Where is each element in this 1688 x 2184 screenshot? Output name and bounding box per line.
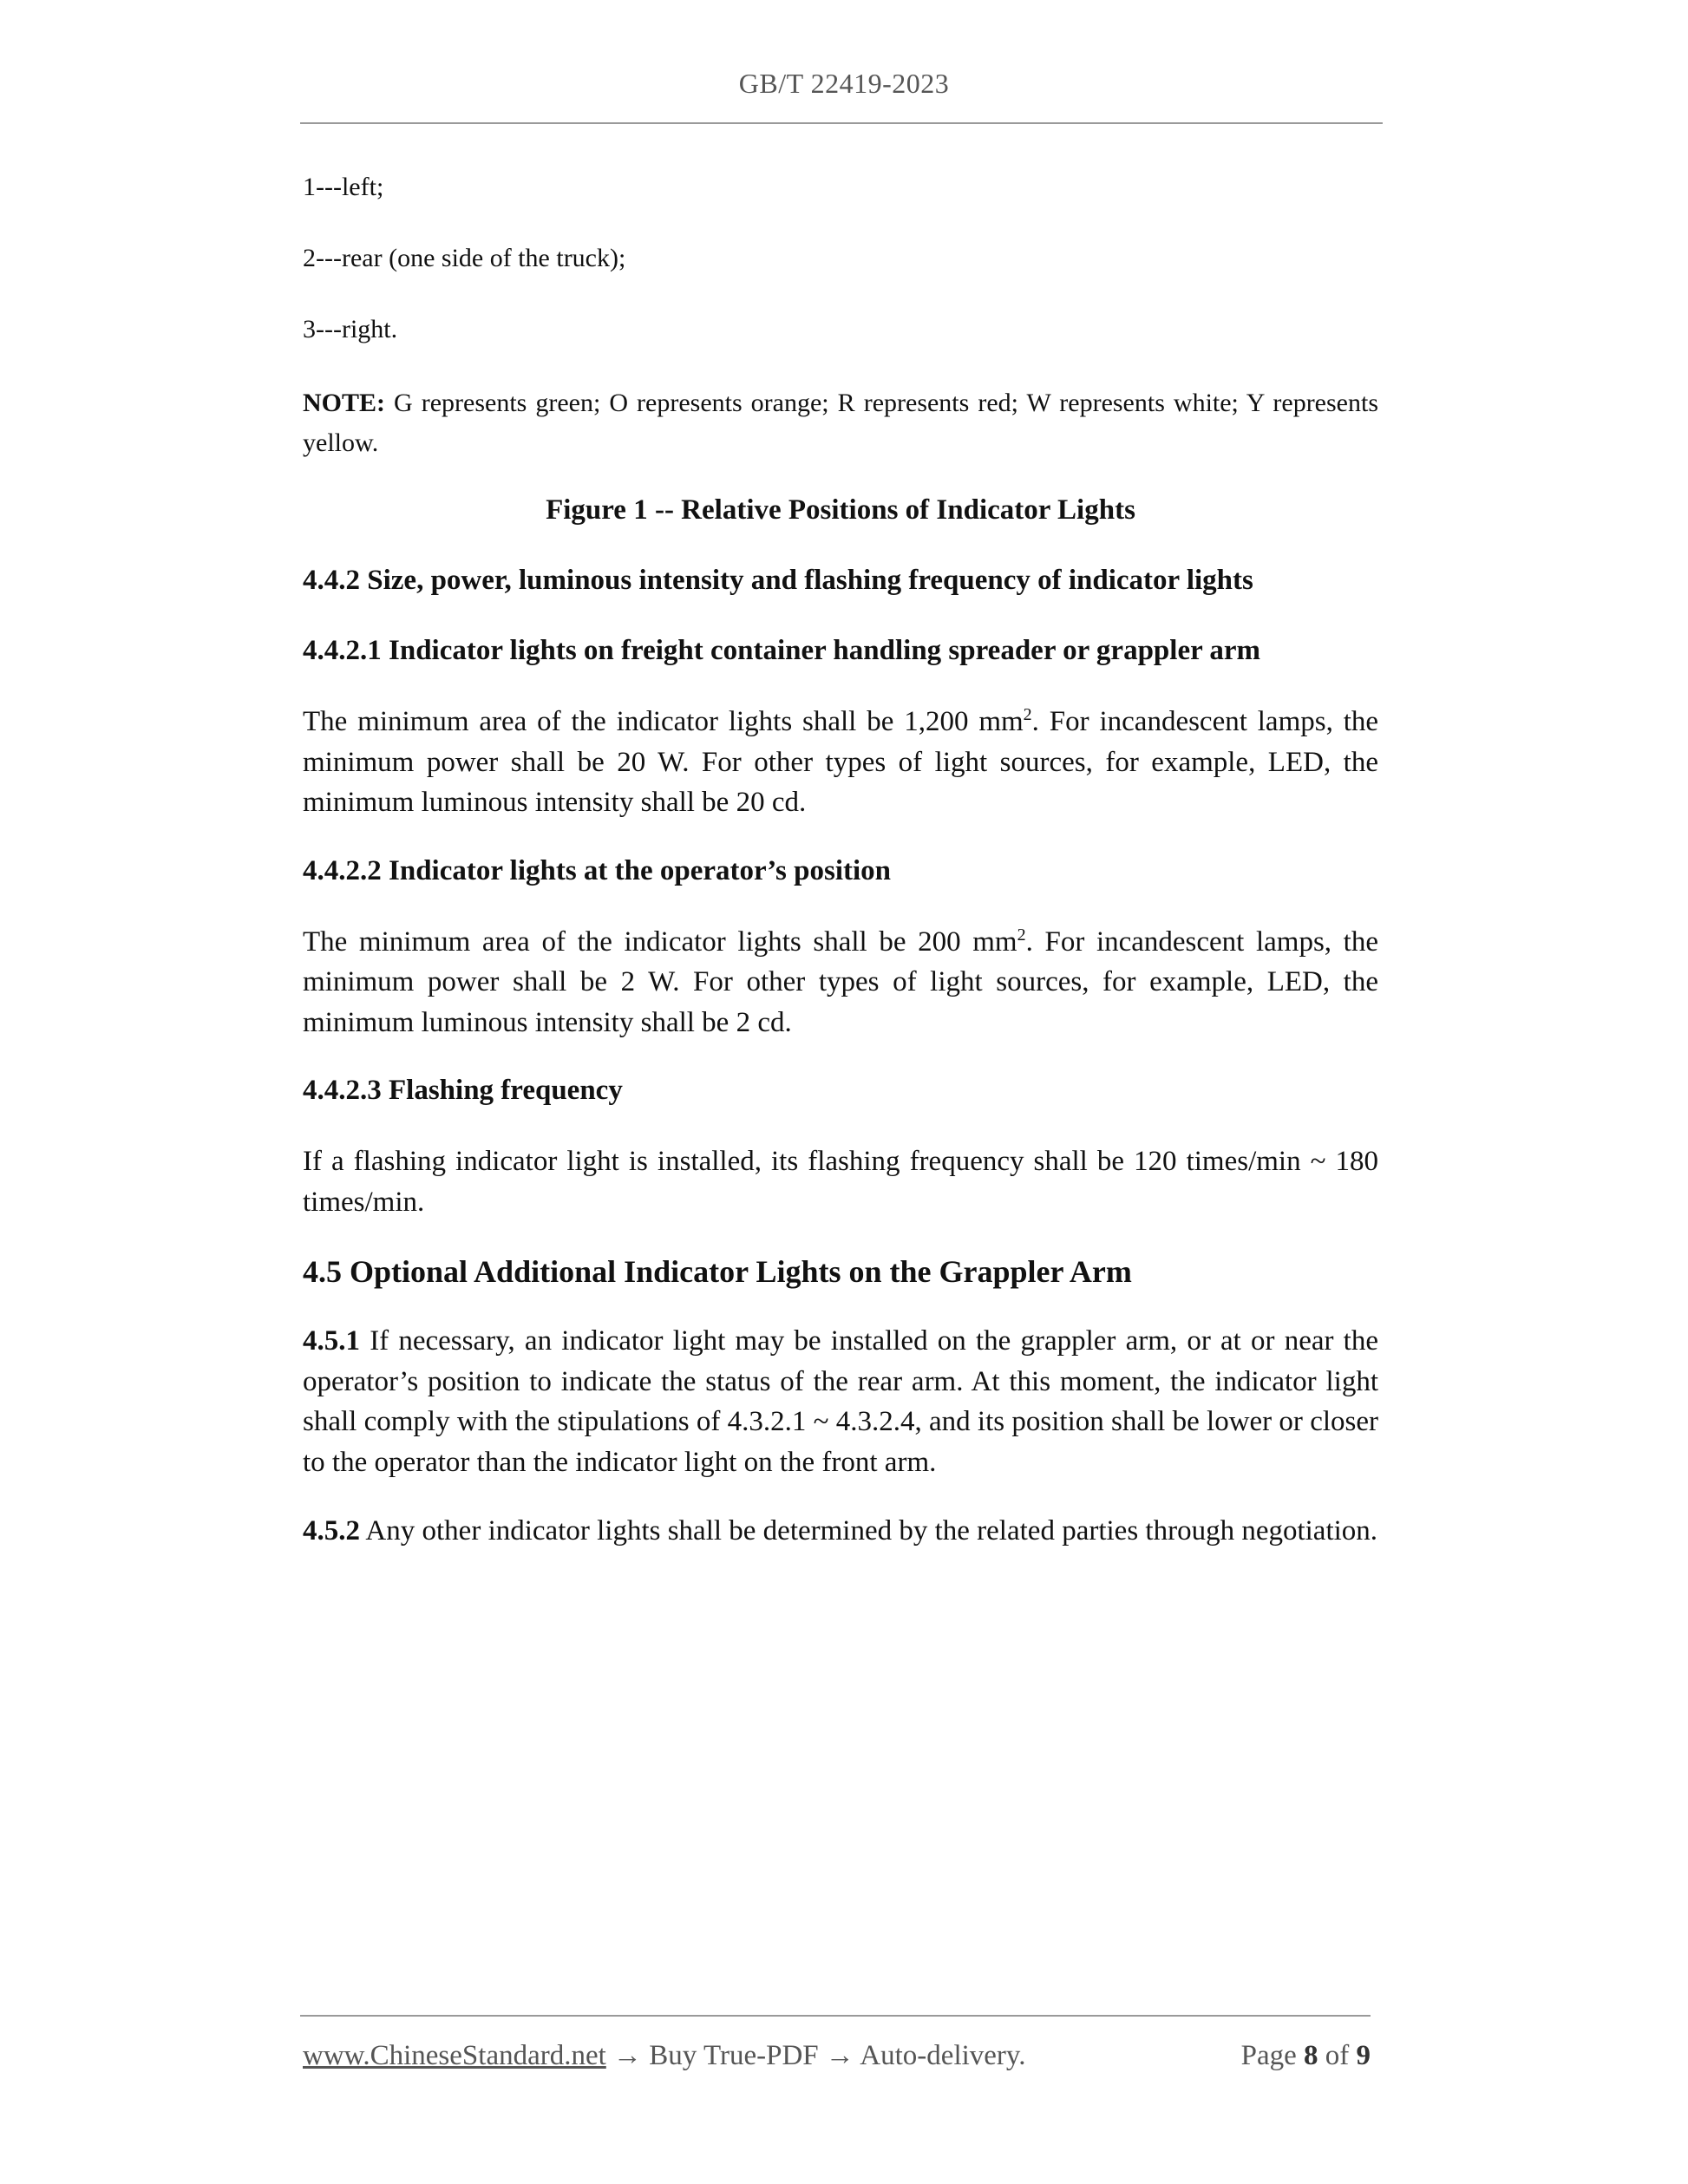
section-heading-4-4-2-1: 4.4.2.1 Indicator lights on freight container handling spreader or grappler arm [303, 635, 1261, 666]
paragraph-4-4-2-2-text-b: . For incandescent lamps, the minimum power shall be 2 W. For other types of light sources, for example, LED, the minimum luminous intensity shall be 2 cd. [303, 925, 1378, 1038]
current-page-number: 8 [1304, 2040, 1318, 2071]
footer-divider [300, 2015, 1371, 2017]
note-label: NOTE: [303, 389, 386, 417]
clause-number-4-5-1: 4.5.1 [303, 1325, 360, 1357]
paragraph-4-5-2-text: Any other indicator lights shall be determined by the related parties through negotiation. [360, 1515, 1378, 1546]
superscript-2: 2 [1017, 925, 1026, 945]
figure-note [303, 383, 1378, 463]
paragraph-4-4-2-1 [303, 702, 1378, 823]
superscript-2: 2 [1023, 705, 1032, 724]
paragraph-4-4-2-1-text-a: The minimum area of the indicator lights shall be 1,200 mm [303, 706, 1024, 737]
section-heading-4-4-2: 4.4.2 Size, power, luminous intensity and flashing frequency of indicator lights [303, 565, 1253, 596]
paragraph-4-5-1-text: If necessary, an indicator light may be installed on the grappler arm, or at or near the operator’s position to indicate the status of the rear arm. At this moment, the indicator light shall comply with the stipulations of 4.3.2.1 ~ 4.3.2.4, and its position shall be lower or closer to the operator than the indicator light on the front arm. [303, 1325, 1378, 1478]
note-text: G represents green; O represents orange; R represents red; W represents white; Y represents yellow. [303, 389, 1378, 457]
paragraph-4-5-2 [303, 1511, 1378, 1552]
header-divider [300, 122, 1383, 124]
paragraph-4-5-1 [303, 1321, 1378, 1482]
figure-legend-item-1: 1---left; [303, 173, 384, 201]
figure-legend-item-2: 2---rear (one side of the truck); [303, 244, 626, 272]
paragraph-4-4-2-3: If a flashing indicator light is installed, its flashing frequency shall be 120 times/min ~ 180 times/min. [303, 1146, 1378, 1218]
clause-number-4-5-2: 4.5.2 [303, 1515, 360, 1546]
paragraph-4-4-2-2 [303, 922, 1378, 1043]
page-number [1241, 2037, 1371, 2075]
figure-caption: Figure 1 -- Relative Positions of Indicator Lights [546, 494, 1135, 526]
section-heading-4-4-2-3: 4.4.2.3 Flashing frequency [303, 1075, 623, 1106]
paragraph-4-4-2-1-text-b: . For incandescent lamps, the minimum power shall be 20 W. For other types of light sources, for example, LED, the minimum luminous intensity shall be 20 cd. [303, 706, 1379, 818]
page-content [303, 170, 1378, 1580]
footer-promo-text: → Buy True-PDF → Auto-delivery. [605, 2040, 1026, 2071]
of-label: of [1318, 2040, 1357, 2071]
page-label: Page [1240, 2040, 1304, 2071]
section-heading-4-4-2-2: 4.4.2.2 Indicator lights at the operator’s position [303, 854, 892, 886]
figure-legend-item-3: 3---right. [303, 315, 398, 343]
document-header-title: GB/T 22419-2023 [738, 68, 950, 99]
footer-promo [303, 2037, 1026, 2075]
total-page-number: 9 [1356, 2040, 1371, 2071]
website-link[interactable]: www.ChineseStandard.net [303, 2040, 606, 2071]
paragraph-4-4-2-2-text-a: The minimum area of the indicator lights shall be 200 mm [303, 925, 1017, 958]
section-heading-4-5: 4.5 Optional Additional Indicator Lights on the Grappler Arm [303, 1254, 1132, 1289]
